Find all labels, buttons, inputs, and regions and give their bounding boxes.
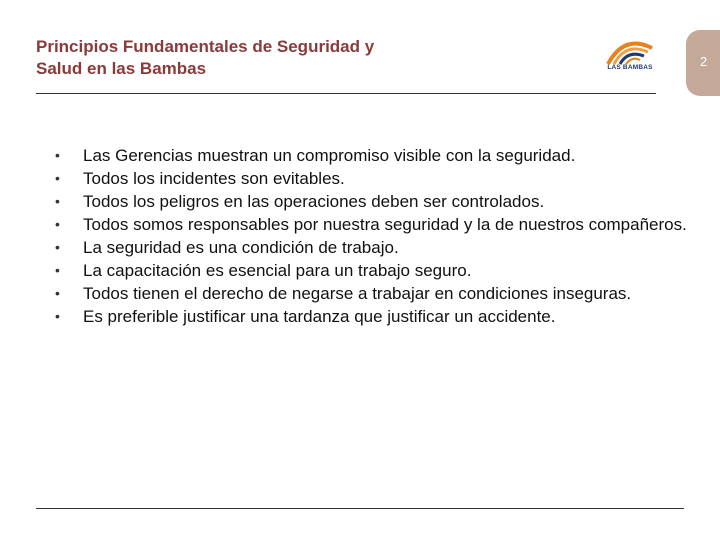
logo-wordmark: LAS BAMBAS bbox=[607, 64, 653, 71]
list-item-text: Todos tienen el derecho de negarse a trabajar en condiciones inseguras. bbox=[83, 284, 632, 303]
list-item bbox=[52, 305, 692, 328]
header-divider bbox=[36, 93, 656, 94]
list-item-text: Las Gerencias muestran un compromiso visible con la seguridad. bbox=[83, 146, 576, 165]
bullet-icon: • bbox=[55, 193, 60, 209]
list-item-text: Todos los peligros en las operaciones deben ser controlados. bbox=[83, 192, 545, 211]
bullet-icon: • bbox=[55, 239, 60, 255]
slide-title-line-2: Salud en las Bambas bbox=[36, 59, 207, 78]
bullet-icon: • bbox=[55, 308, 60, 324]
footer-divider bbox=[36, 508, 684, 509]
page-number: 2 bbox=[700, 54, 708, 69]
list-item bbox=[52, 282, 692, 305]
list-item bbox=[52, 190, 692, 213]
list-item bbox=[52, 167, 692, 190]
list-item bbox=[52, 144, 692, 167]
bullet-icon: • bbox=[55, 262, 60, 278]
slide-title bbox=[36, 36, 466, 80]
list-item-text: Todos somos responsables por nuestra seguridad y la de nuestros compañeros. bbox=[83, 215, 687, 234]
list-item bbox=[52, 236, 692, 259]
list-item-text: La capacitación es esencial para un trabajo seguro. bbox=[83, 261, 472, 280]
list-item-text: La seguridad es una condición de trabajo. bbox=[83, 238, 399, 257]
bullet-icon: • bbox=[55, 285, 60, 301]
principles-list bbox=[52, 144, 692, 328]
list-item bbox=[52, 213, 692, 236]
list-item-text: Todos los incidentes son evitables. bbox=[83, 169, 345, 188]
bullet-icon: • bbox=[55, 147, 60, 163]
bullet-icon: • bbox=[55, 170, 60, 186]
slide-title-line-1: Principios Fundamentales de Seguridad y bbox=[36, 37, 375, 56]
list-item bbox=[52, 259, 692, 282]
bullet-icon: • bbox=[55, 216, 60, 232]
list-item-text: Es preferible justificar una tardanza que justificar un accidente. bbox=[83, 307, 556, 326]
